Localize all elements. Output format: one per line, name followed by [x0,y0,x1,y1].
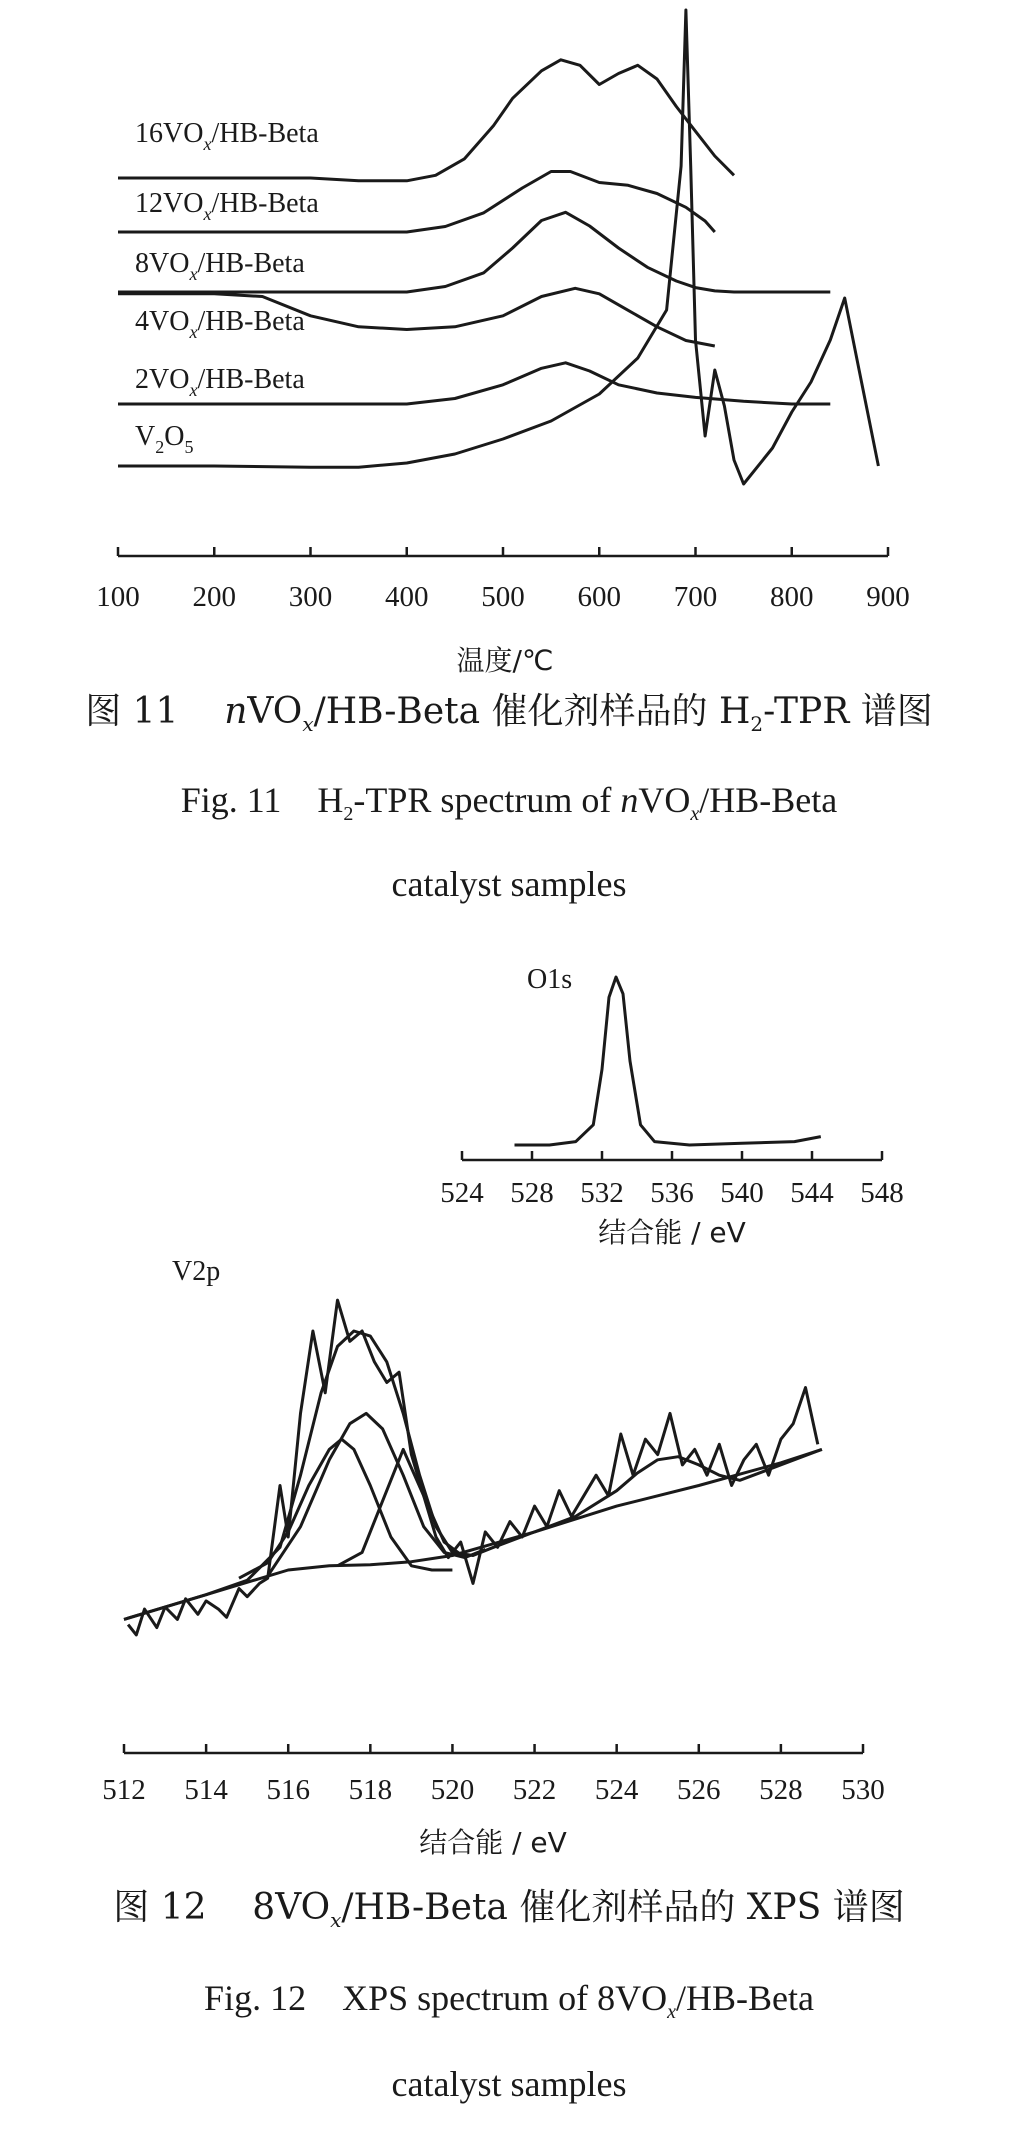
v2p-envelope-line [124,1331,822,1619]
o1s-tick-label-524: 524 [440,1177,484,1209]
tpr-label-tail-4: /HB-Beta [197,364,305,395]
fig11-tail-cn: -TPR 谱图 [763,691,933,732]
tpr-label-sub-2: x [189,264,198,284]
fig11-caption-en [0,778,1018,836]
fig12-number-en: Fig. 12 [204,1978,307,2018]
v2p-peak-1-line [239,1439,452,1578]
tpr-tick-label-800: 800 [770,581,814,613]
fig11-x-en: x [690,803,700,826]
tpr-label-tail-3: /HB-Beta [197,306,305,337]
fig12-caption-cn [0,1886,1018,1942]
fig11-number-cn: 图 11 [85,691,179,732]
tpr-label-main-0: 16VO [135,118,204,149]
tpr-tick-label-300: 300 [288,581,333,613]
o1s-x-axis-label: 结合能 / eV [598,1216,746,1249]
tpr-series-1-label [135,188,319,224]
fig11-caption-cn [0,690,1018,746]
tpr-tick-label-400: 400 [385,581,429,613]
tpr-label-tail-5: O [164,421,185,452]
o1s-tick-label-528: 528 [510,1177,554,1209]
v2p-tick-label-518: 518 [348,1774,393,1806]
v2p-tick-label-512: 512 [102,1774,146,1806]
fig12-vo-cn: 8VO [252,1887,331,1928]
fig12-caption-en-line2: catalyst samples [391,2064,627,2104]
o1s-xps-chart [0,940,1018,1270]
v2p-x-axis-label: 结合能 / eV [419,1826,567,1859]
tpr-label-sub-3: x [189,322,198,342]
tpr-series-3-label [135,306,305,342]
tpr-tick-label-200: 200 [192,581,236,613]
tpr-label-sub2-5: 5 [184,437,194,457]
tpr-series-5-line [118,10,878,484]
tpr-label-sub-4: x [189,380,198,400]
tpr-label-main-1: 12VO [135,188,204,219]
fig11-sub2-cn: 2 [750,712,764,737]
o1s-tick-label-536: 536 [650,1177,694,1209]
tpr-series-0-label [135,118,319,154]
tpr-label-main-3: 4VO [135,306,190,337]
tpr-tick-label-600: 600 [577,581,621,613]
v2p-tick-label-520: 520 [430,1774,475,1806]
o1s-title: O1s [527,964,573,995]
v2p-peak-3-line [338,1449,465,1565]
v2p-tick-label-530: 530 [841,1774,885,1806]
tpr-series-2-label [135,248,305,284]
v2p-xps-chart [0,1240,1018,1870]
tpr-series-labels [135,118,319,457]
tpr-series-5-label [135,421,193,457]
v2p-tick-label-526: 526 [677,1774,721,1806]
fig12-x-cn: x [330,1908,342,1933]
fig11-rest-cn: /HB-Beta 催化剂样品的 H [313,691,751,732]
fig12-caption-en [0,1976,1018,2034]
fig11-sub2-en: 2 [343,803,354,826]
fig11-x-cn: x [302,712,314,737]
tpr-label-sub-5: 2 [155,437,165,457]
v2p-tick-label-516: 516 [266,1774,310,1806]
tpr-label-sub-1: x [203,204,212,224]
o1s-series-0-line [515,977,821,1145]
tpr-series-0-line [118,60,734,181]
v2p-tick-label-522: 522 [512,1774,557,1806]
tpr-curves [118,10,878,484]
o1s-curves [515,977,821,1145]
fig11-tail-en: /HB-Beta [699,780,838,820]
tpr-label-sub-0: x [203,134,212,154]
v2p-tick-label-528: 528 [759,1774,803,1806]
tpr-label-main-5: V [135,421,156,452]
tpr-tick-label-700: 700 [673,581,718,613]
tpr-series-4-label [135,364,305,400]
fig11-n-cn: n [224,691,248,732]
fig11-mid-en: -TPR spectrum of [353,780,621,820]
fig11-vo-cn: VO [247,691,303,732]
o1s-tick-label-544: 544 [790,1177,834,1209]
fig11-h-en: H [317,780,344,820]
v2p-curves [124,1300,822,1635]
fig12-rest-cn: /HB-Beta 催化剂样品的 XPS 谱图 [341,1887,905,1928]
tpr-label-tail-2: /HB-Beta [197,248,305,279]
o1s-tick-label-532: 532 [580,1177,624,1209]
fig12-number-cn: 图 12 [113,1887,207,1928]
v2p-tick-label-524: 524 [594,1774,639,1806]
tpr-tick-label-900: 900 [866,581,910,613]
tpr-label-tail-1: /HB-Beta [211,188,319,219]
o1s-tick-label-540: 540 [720,1177,764,1209]
fig12-tail-en: /HB-Beta [675,1978,814,2018]
fig11-number-en: Fig. 11 [180,780,282,820]
v2p-tick-label-514: 514 [184,1774,228,1806]
v2p-title: V2p [172,1256,221,1287]
tpr-label-main-2: 8VO [135,248,190,279]
fig11-n-en: n [620,780,639,820]
tpr-label-tail-0: /HB-Beta [211,118,319,149]
h2-tpr-chart [0,0,1018,680]
fig12-x-en: x [667,2001,676,2024]
tpr-tick-label-100: 100 [96,581,140,613]
tpr-tick-label-500: 500 [481,581,525,613]
tpr-x-axis-label: 温度/℃ [456,644,554,677]
fig11-caption-en-line2: catalyst samples [391,864,627,904]
fig12-mid-en: XPS spectrum of 8VO [342,1978,668,2018]
o1s-tick-label-548: 548 [860,1177,904,1209]
tpr-label-main-4: 2VO [135,364,190,395]
fig11-vo-en: VO [638,780,691,820]
